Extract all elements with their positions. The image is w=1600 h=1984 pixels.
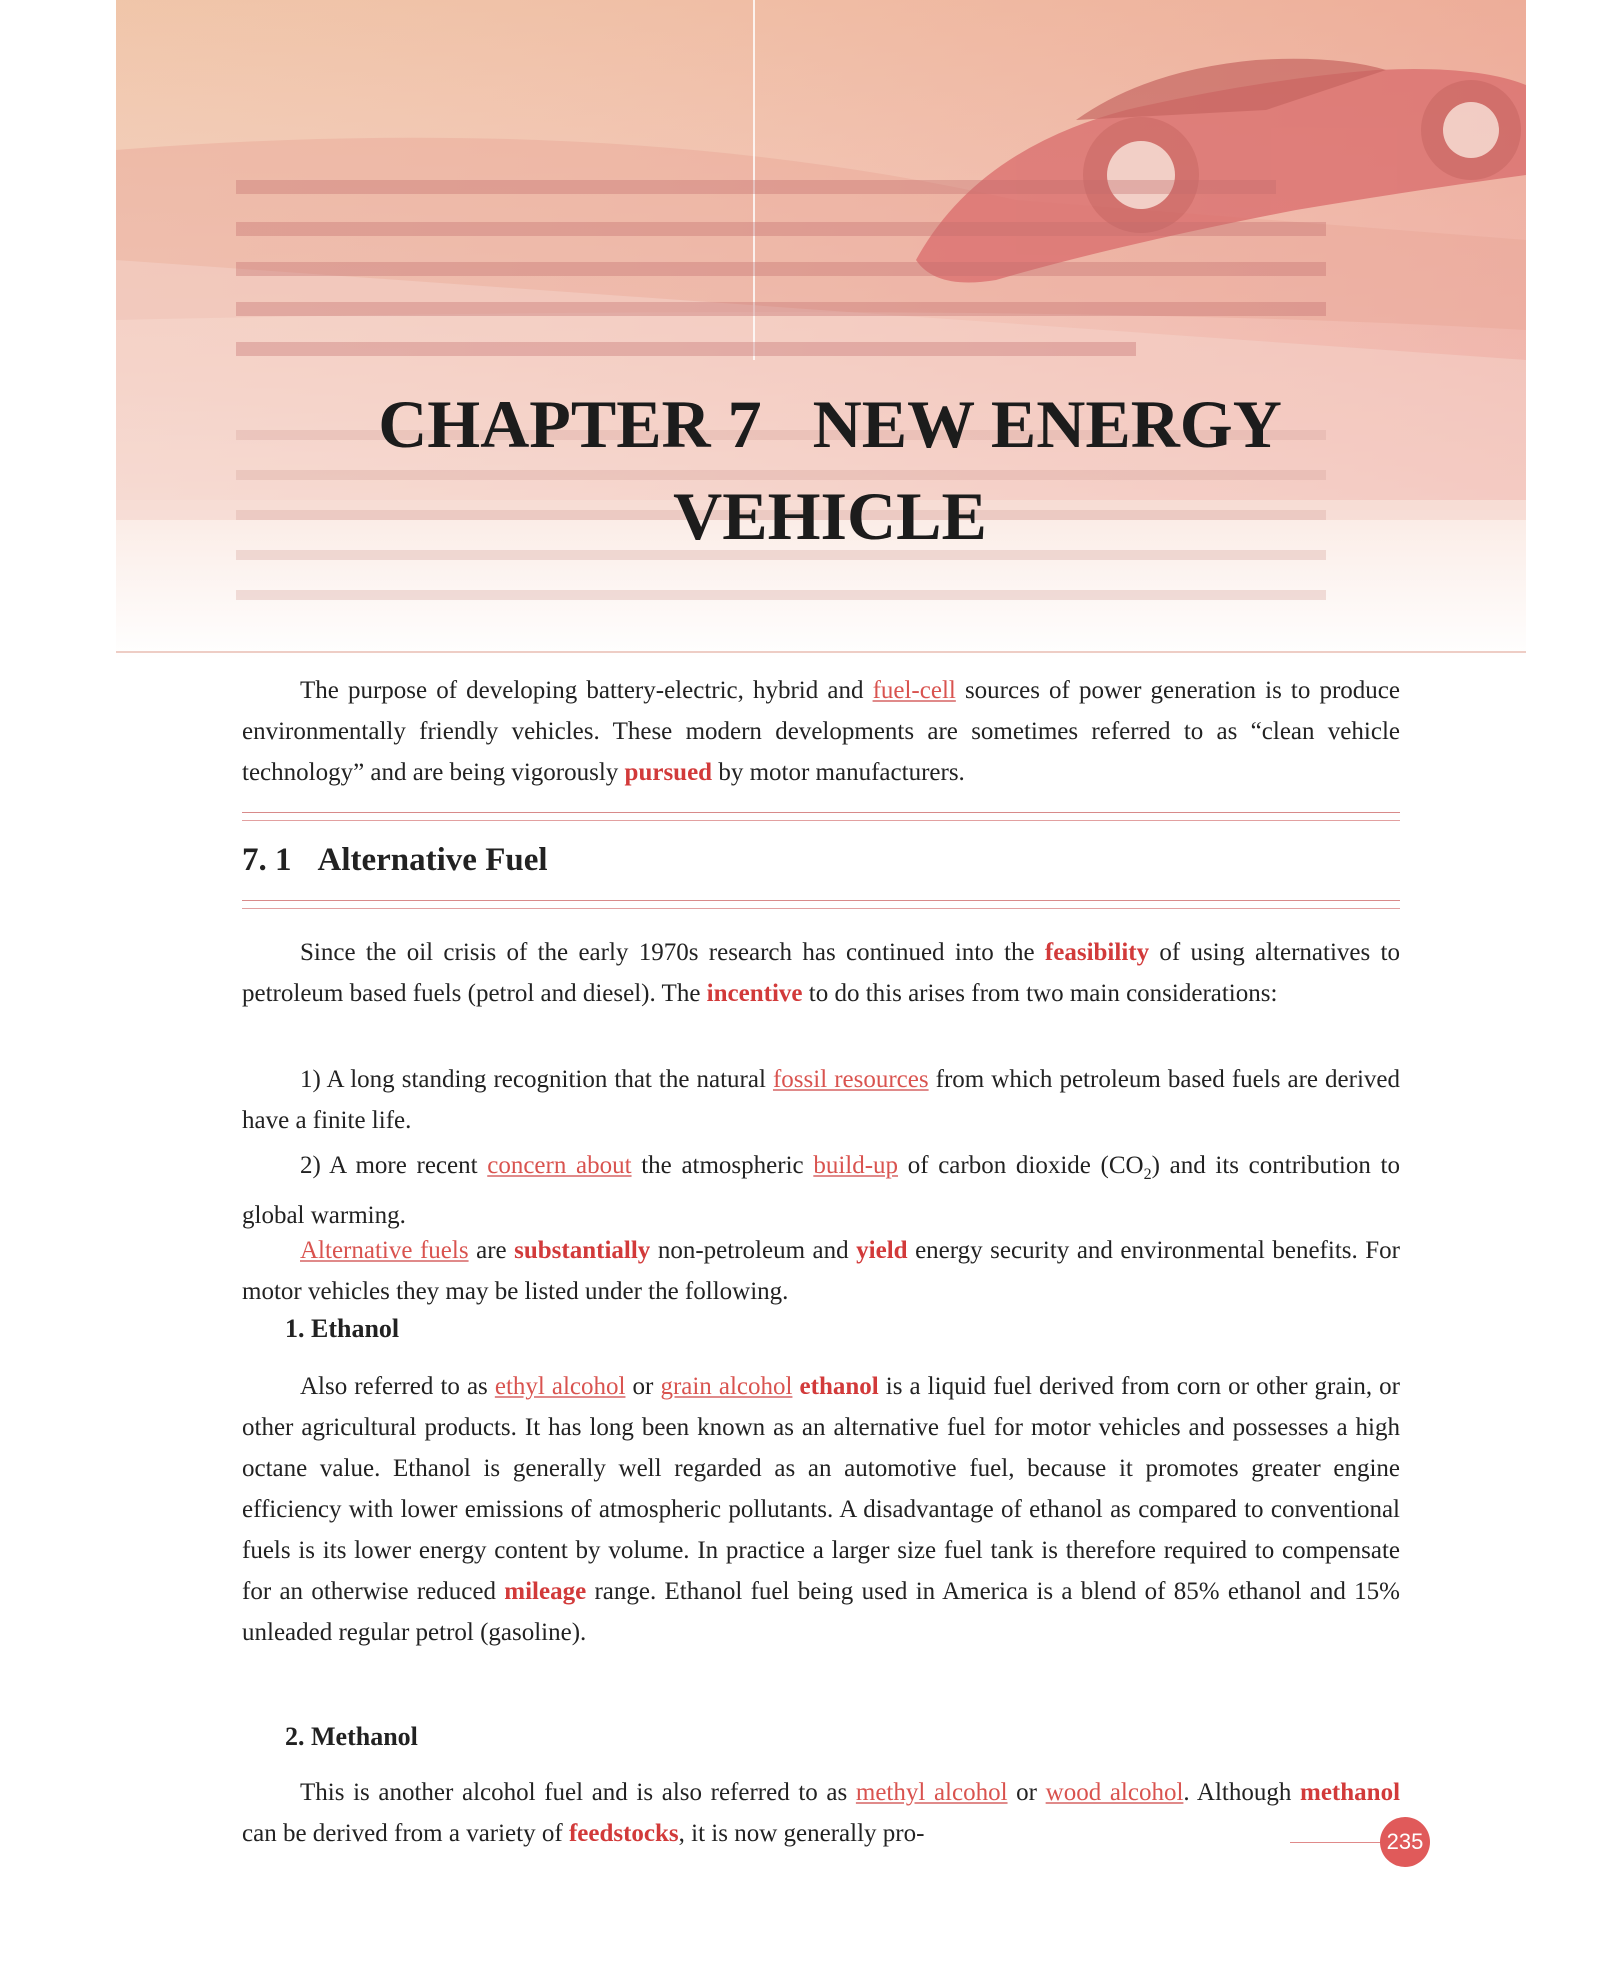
keyword-ethanol: ethanol [799,1373,879,1400]
list-item-1: 1) A long standing recognition that the natural fossil resources from which petroleum based fuels are derived have a finite life. [242,1066,1401,1134]
term-alternative-fuels: Alternative fuels [300,1237,469,1264]
divider-top-1 [242,812,1400,813]
section-number: 7. 1 [242,842,292,878]
keyword-pursued: pursued [624,759,713,786]
chapter-title-line-2: VEHICLE [673,478,987,554]
term-methyl-alcohol: methyl alcohol [855,1779,1008,1806]
keyword-feedstocks: feedstocks [568,1820,679,1847]
page-number-badge: 235 [1380,1817,1430,1867]
section-title: Alternative Fuel [317,842,548,878]
term-ethyl-alcohol: ethyl alcohol [494,1373,626,1400]
page-number-rule [1290,1842,1382,1843]
subheading-methanol: 2. Methanol [285,1722,418,1751]
keyword-incentive: incentive [706,980,803,1007]
term-grain-alcohol: grain alcohol [660,1373,793,1400]
paragraph-oil-crisis: Since the oil crisis of the early 1970s research has continued into the feasibility of using alternatives to petroleum based fuels (petrol and diesel). The incentive to do this arises from two main considerations: [242,939,1400,1007]
keyword-mileage: mileage [504,1578,587,1605]
chapter-title [280,378,1380,562]
intro-paragraph: The purpose of developing battery-electric, hybrid and fuel-cell sources of power generation is to produce environmentally friendly vehicles. These modern developments are sometimes referred to as “clean vehicle technology” and are being vigorously pursued by motor manufacturers. [242,677,1400,786]
divider-bottom-2 [242,908,1400,909]
keyword-methanol: methanol [1300,1779,1401,1806]
subheading-ethanol: 1. Ethanol [285,1314,400,1343]
paragraph-methanol: This is another alcohol fuel and is also referred to as methyl alcohol or wood alcohol. Although methanol can be derived from a variety of feedstocks, it is now generally pro- [242,1779,1401,1847]
keyword-yield: yield [856,1237,908,1264]
paragraph-alternative-fuels: Alternative fuels are substantially non-petroleum and yield energy security and environmental benefits. For motor vehicles they may be listed under the following. [242,1237,1400,1305]
term-build-up: build-up [813,1152,899,1179]
keyword-substantially: substantially [514,1237,651,1264]
term-concern-about: concern about [487,1152,632,1179]
section-heading [242,842,548,879]
divider-bottom-1 [242,900,1400,901]
term-wood-alcohol: wood alcohol [1045,1779,1184,1806]
list-item-2: 2) A more recent concern about the atmospheric build-up of carbon dioxide $(CO_2)$ and its contribution to global warming. [242,1152,1400,1229]
chapter-title-line-1: CHAPTER 7 NEW ENERGY [378,386,1282,462]
keyword-feasibility: feasibility [1044,939,1150,966]
divider-top-2 [242,820,1400,821]
term-fossil-resources: fossil resources [772,1066,929,1093]
term-fuel-cell: fuel-cell [872,677,956,704]
paragraph-ethanol: Also referred to as ethyl alcohol or grain alcohol ethanol is a liquid fuel derived from corn or other grain, or other agricultural products. It has long been known as an alternative fuel for motor vehicles and possesses a high octane value. Ethanol is generally well regarded as an automotive fuel, because it promotes greater engine efficiency with lower emissions of atmospheric pollutants. A disadvantage of ethanol as compared to conventional fuels is its lower energy content by volume. In practice a larger size fuel tank is therefore required to compensate for an otherwise reduced mileage range. Ethanol fuel being used in America is a blend of 85% ethanol and 15% unleaded regular petrol (gasoline). [242,1373,1401,1646]
